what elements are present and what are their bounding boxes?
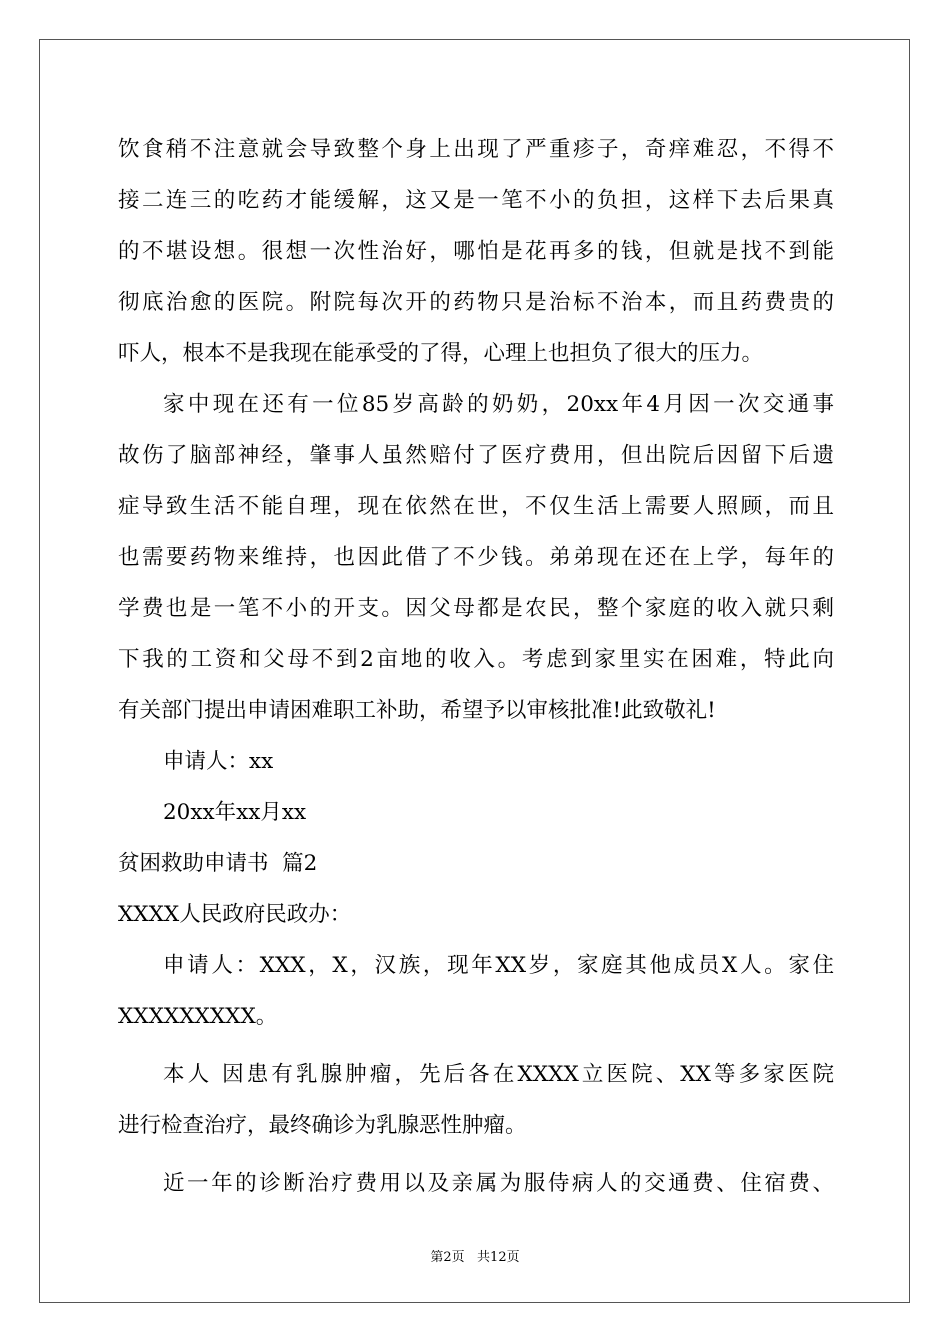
text-line: 症导致生活不能自理，现在依然在世，不仅生活上需要人照顾，而且 xyxy=(118,494,834,519)
text-line: 彻底治愈的医院。附院每次开的药物只是治标不治本，而且药费贵的 xyxy=(118,290,834,315)
text-line: 有关部门提出申请困难职工补助，希望予以审核批准!此致敬礼! xyxy=(118,698,716,723)
text-line: 进行检查治疗，最终确诊为乳腺恶性肿瘤。 xyxy=(118,1113,527,1138)
text-line: 家中现在还有一位85岁高龄的奶奶，20xx年4月因一次交通事 xyxy=(163,392,834,417)
signature-date: 20xx年xx月xx xyxy=(163,800,307,825)
text-line: 本人 因患有乳腺肿瘤，先后各在XXXX立医院、XX等多家医院 xyxy=(163,1062,834,1087)
text-line: 的不堪设想。很想一次性治好，哪怕是花再多的钱，但就是找不到能 xyxy=(118,239,834,264)
section-title: 贫困救助申请书 篇2 xyxy=(118,851,318,876)
paragraph-medical-burden xyxy=(118,124,834,379)
paragraph-family-situation xyxy=(118,379,834,736)
text-line: XXXXXXXXX。 xyxy=(118,1004,278,1029)
applicant-signature: 申请人：xx xyxy=(163,749,274,774)
text-line: 故伤了脑部神经，肇事人虽然赔付了医疗费用，但出院后因留下后遗 xyxy=(118,443,834,468)
paragraph-diagnosis xyxy=(118,1049,834,1151)
text-line: 下我的工资和父母不到2亩地的收入。考虑到家里实在困难，特此向 xyxy=(118,647,834,672)
document-body xyxy=(118,124,834,1209)
text-line: 申请人：XXX，X，汉族，现年XX岁，家庭其他成员X人。家住 xyxy=(163,953,834,978)
text-line: 也需要药物来维持，也因此借了不少钱。弟弟现在还在上学，每年的 xyxy=(118,545,834,570)
paragraph-applicant-info xyxy=(118,940,834,1042)
page-number-footer: 第2页 共12页 xyxy=(430,1250,520,1265)
paragraph-expenses xyxy=(118,1158,834,1209)
text-line: 学费也是一笔不小的开支。因父母都是农民，整个家庭的收入就只剩 xyxy=(118,596,834,621)
text-line: 饮食稍不注意就会导致整个身上出现了严重疹子，奇痒难忍，不得不 xyxy=(118,137,834,162)
addressee: XXXX人民政府民政办： xyxy=(118,902,352,927)
text-line: 接二连三的吃药才能缓解，这又是一笔不小的负担，这样下去后果真 xyxy=(118,188,834,213)
text-line: 近一年的诊断治疗费用以及亲属为服侍病人的交通费、住宿费、 xyxy=(163,1171,834,1196)
text-line: 吓人，根本不是我现在能承受的了得，心理上也担负了很大的压力。 xyxy=(118,341,764,366)
